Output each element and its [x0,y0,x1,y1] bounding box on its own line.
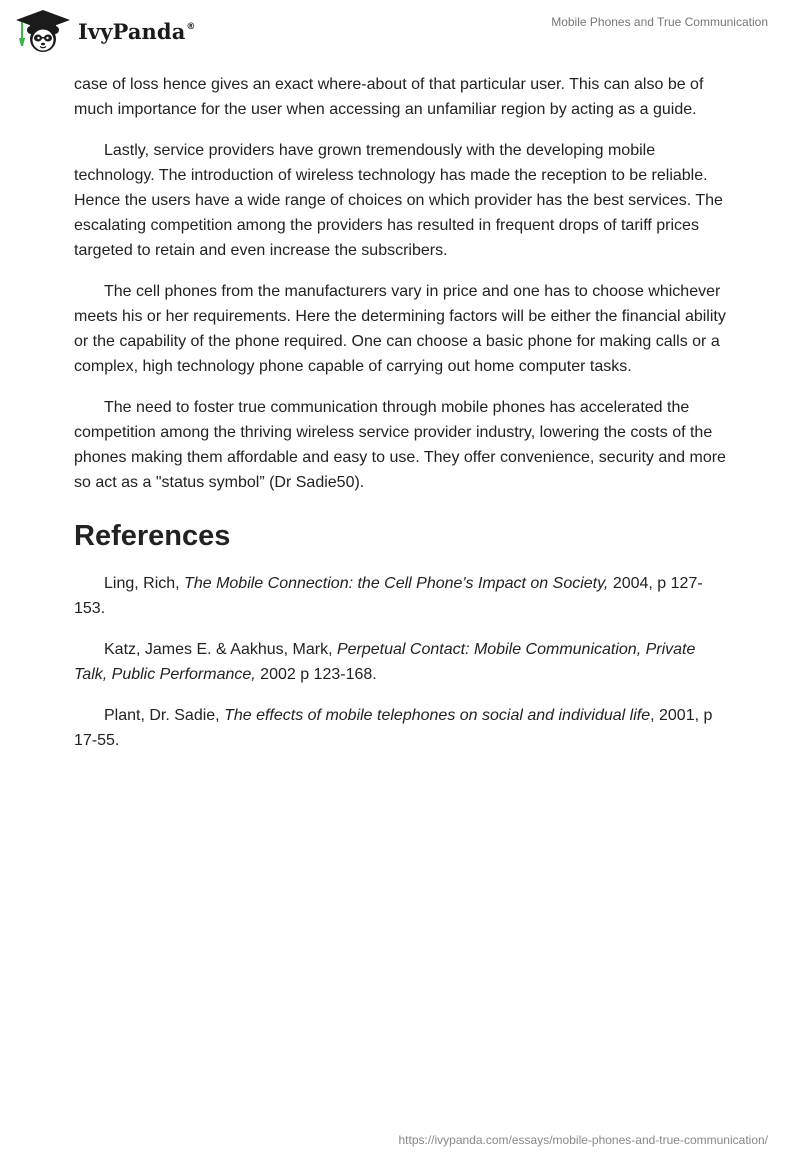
references-heading: References [74,520,231,552]
reference-author: Plant, Dr. Sadie, [104,707,225,724]
ivypanda-logo[interactable] [14,8,196,54]
reference-title: The Mobile Connection: the Cell Phone's Impact on Society, [184,575,609,592]
reference-entry [74,703,726,753]
body-paragraph: The cell phones from the manufacturers vary in price and one has to choose whichever meets his or her requirements. Here the determining factors will be either the financial ability or the capability of the phone required. One can choose a basic phone for making calls or a complex, high technology phone capable of carrying out home computer tasks. [74,283,726,375]
essay-content [74,72,726,769]
body-paragraph: case of loss hence gives an exact where-about of that particular user. This can also be of much importance for the user when accessing an unfamiliar region by acting as a guide. [74,76,704,118]
body-paragraph: The need to foster true communication through mobile phones has accelerated the competition among the thriving wireless service provider industry, lowering the costs of the phones making them affordable and easy to use. They offer convenience, security and more so act as a "status symbol” (Dr Sadie50). [74,399,726,491]
reference-title: The effects of mobile telephones on social and individual life [224,707,651,724]
document-title: Mobile Phones and True Communication [551,15,768,29]
reference-entry [74,637,726,687]
reference-details: , 2001, p 17-55. [74,707,713,749]
reference-title: Perpetual Contact: Mobile Communication, Private Talk, Public Performance, [74,641,696,683]
reference-author: Katz, James E. & Aakhus, Mark, [104,641,337,658]
reference-details: 2002 p 123-168. [255,666,377,683]
reference-details: 2004, p 127-153. [74,575,703,617]
reference-author: Ling, Rich, [104,575,185,592]
panda-graduate-icon [14,8,72,54]
body-paragraph: Lastly, service providers have grown tremendously with the developing mobile technology. The introduction of wireless technology has made the reception to be reliable. Hence the users have a wide range of choices on which provider has the best services. The escalating competition among the providers has resulted in frequent drops of tariff prices targeted to retain and even increase the subscribers. [74,142,723,259]
reference-entry [74,571,726,621]
source-url[interactable]: https://ivypanda.com/essays/mobile-phones-and-true-communication/ [398,1133,768,1147]
logo-wordmark: IvyPanda® [78,18,196,44]
page-header [0,0,800,62]
